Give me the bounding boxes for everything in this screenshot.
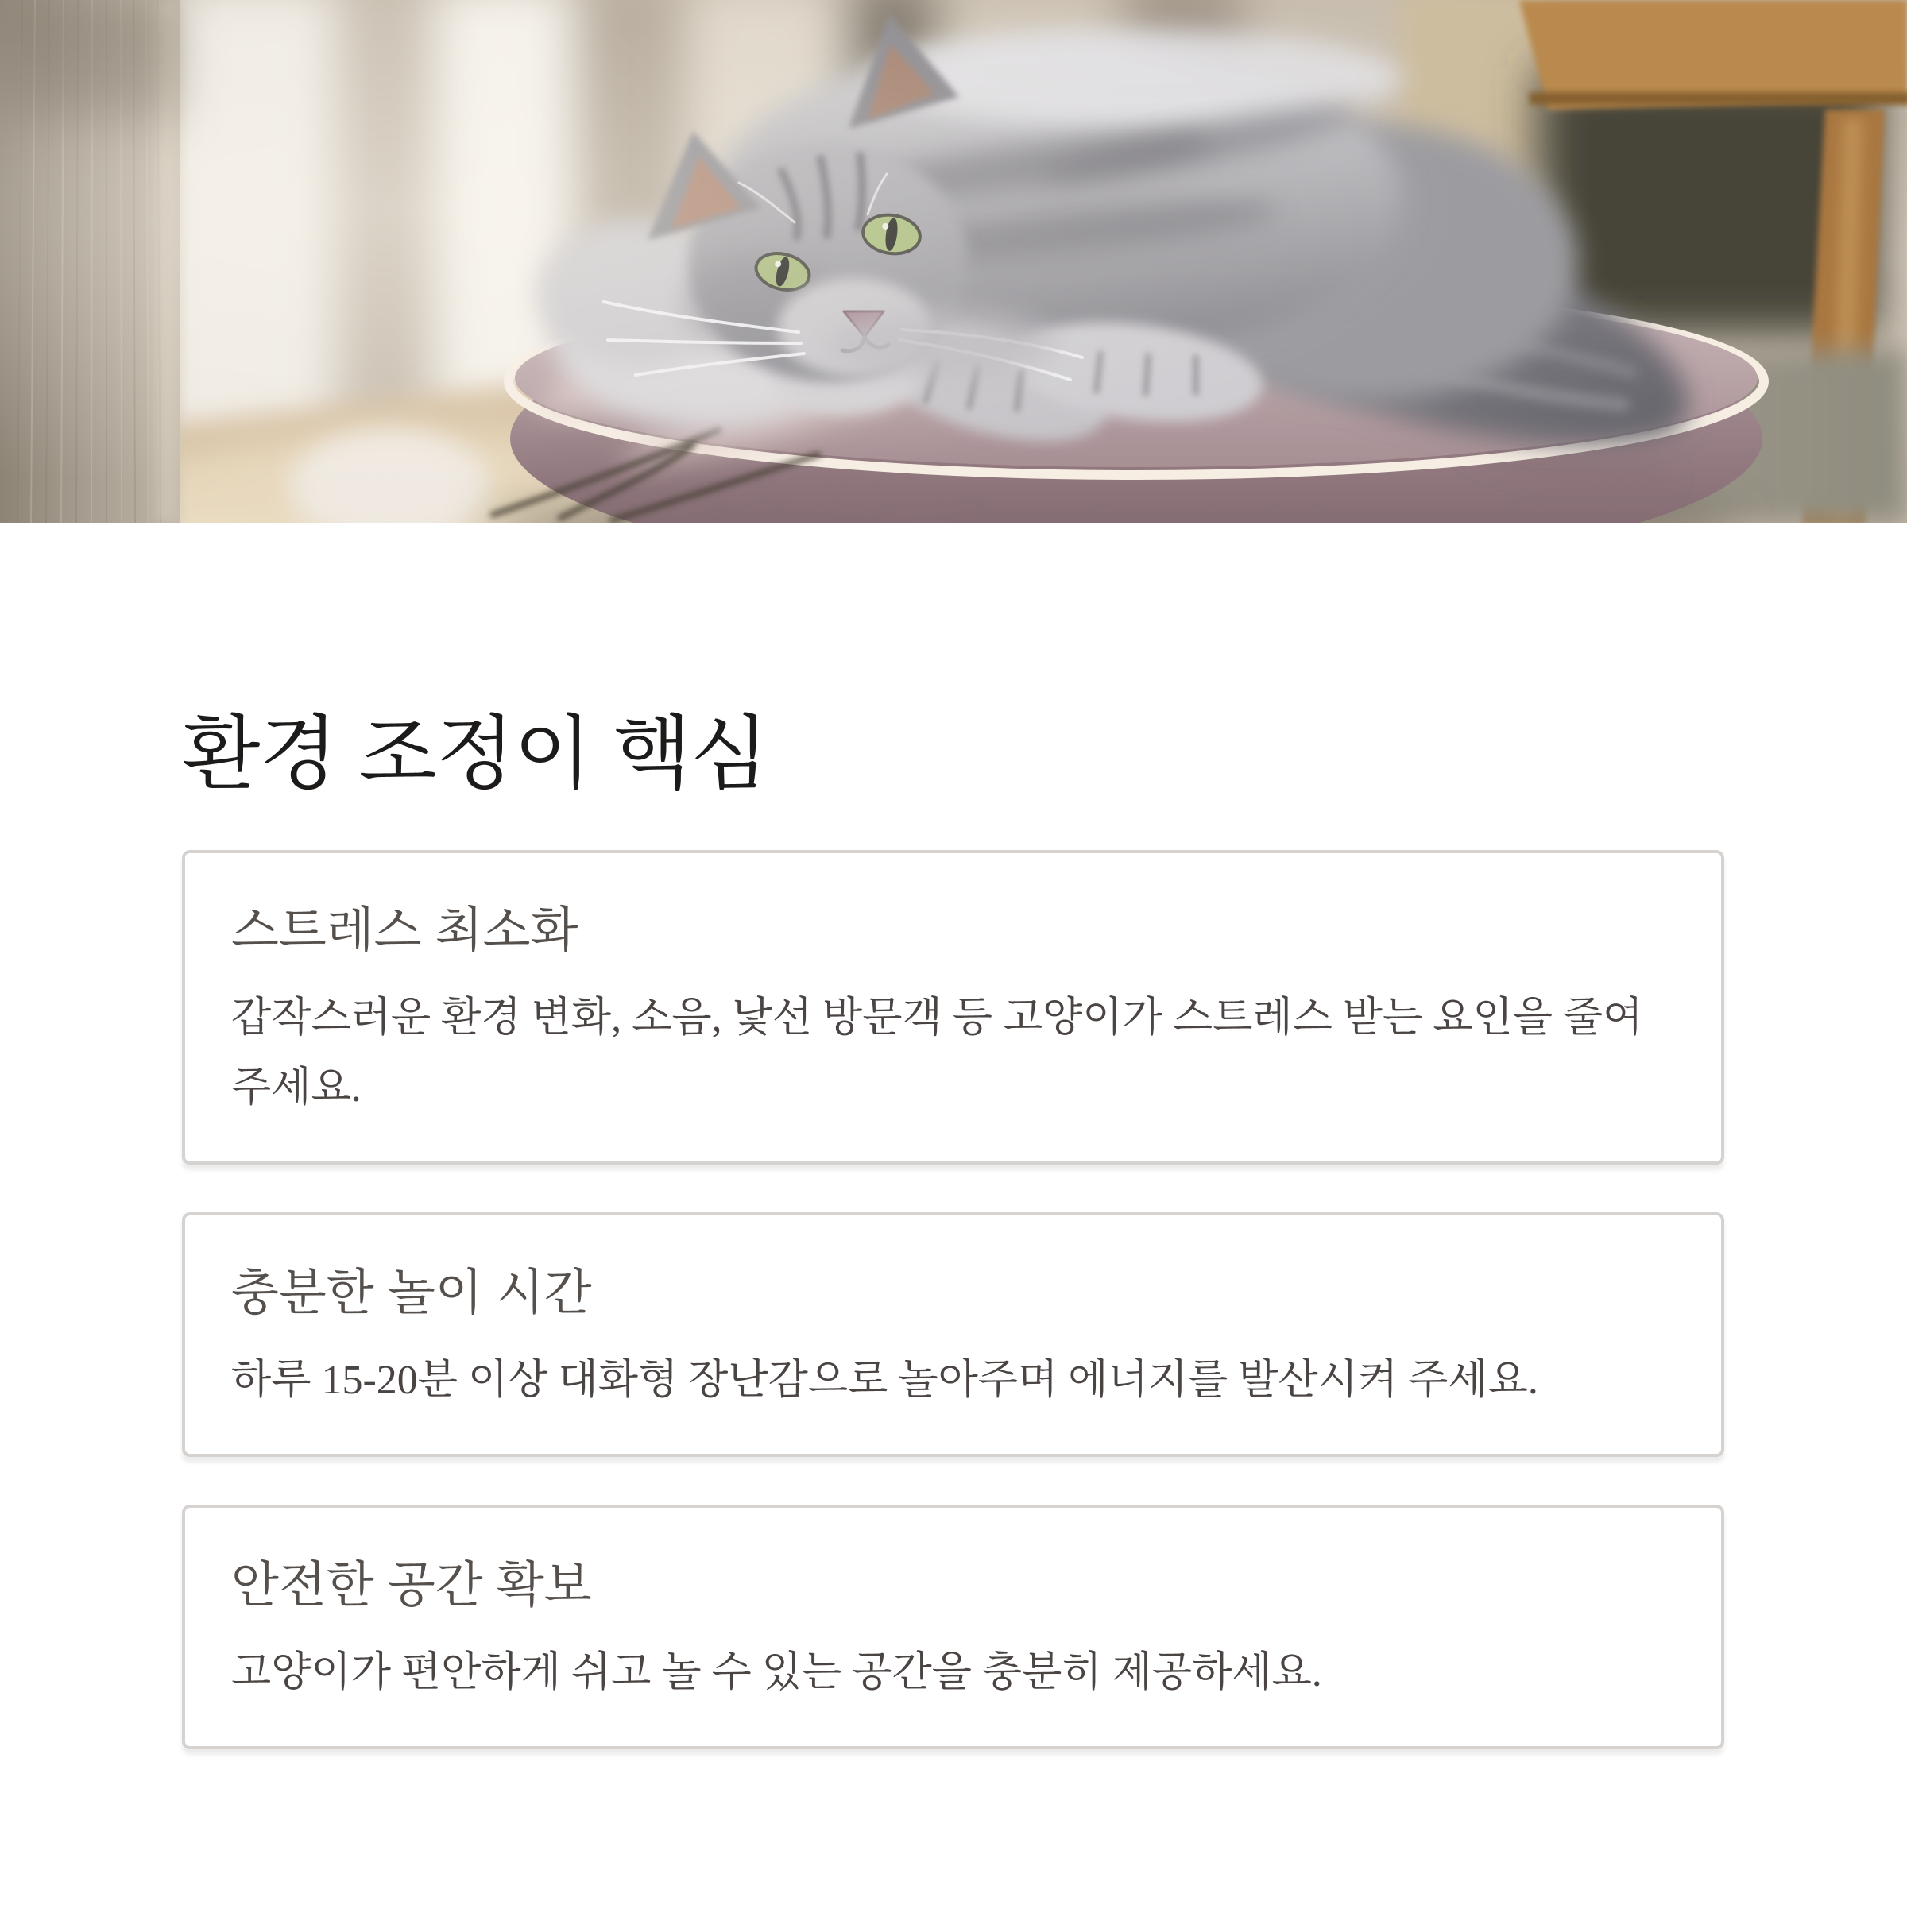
card-body: 고양이가 편안하게 쉬고 놀 수 있는 공간을 충분히 제공하세요.	[231, 1650, 1322, 1695]
page-title: 환경 조정이 핵심	[182, 709, 768, 799]
card-title: 안전한 공간 확보	[231, 1558, 592, 1613]
card-title: 충분한 놀이 시간	[231, 1265, 592, 1320]
card-title: 스트레스 최소화	[231, 903, 578, 958]
cat-photo-illustration	[0, 0, 1907, 523]
content	[182, 709, 1724, 1876]
card-body: 갑작스러운 환경 변화, 소음, 낯선 방문객 등 고양이가 스트레스 받는 요인을 줄여주세요.	[231, 995, 1643, 1111]
card-body: 하루 15-20분 이상 대화형 장난감으로 놀아주며 에너지를 발산시켜 주세요.	[231, 1358, 1538, 1403]
card-play-time	[182, 1212, 1724, 1457]
card-safe-space	[182, 1505, 1724, 1749]
card-stress-minimization	[182, 850, 1724, 1165]
hero-image	[0, 0, 1907, 523]
